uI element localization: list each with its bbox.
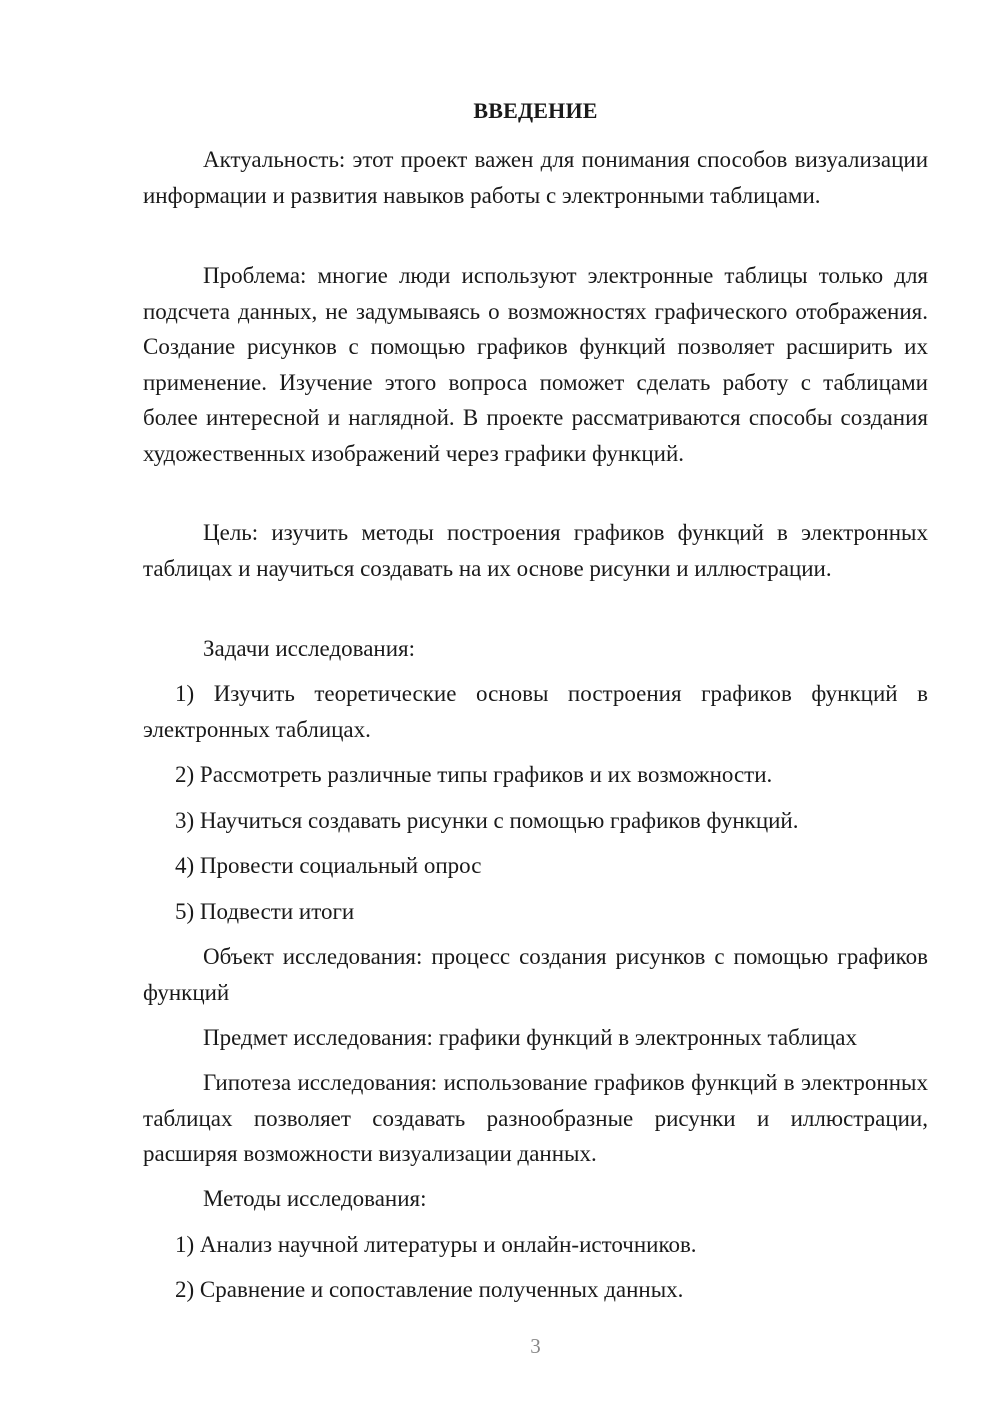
method-item-1: 1) Анализ научной литературы и онлайн-источников.	[175, 1232, 697, 1257]
task-item-1: 1) Изучить теоретические основы построения графиков функций в электронных таблицах.	[143, 681, 928, 742]
hypothesis-paragraph: Гипотеза исследования: использование графиков функций в электронных таблицах позволяет создавать разнообразные рисунки и иллюстрации, расширяя возможности визуализации данных.	[143, 1070, 928, 1166]
relevance-paragraph: Актуальность: этот проект важен для понимания способов визуализации информации и развития навыков работы с электронными таблицами.	[143, 147, 928, 208]
section-heading: ВВЕДЕНИЕ	[473, 98, 598, 123]
method-item-2: 2) Сравнение и сопоставление полученных данных.	[175, 1277, 684, 1302]
problem-paragraph: Проблема: многие люди используют электронные таблицы только для подсчета данных, не задумываясь о возможностях графического отображения. Создание рисунков с помощью графиков функций позволяет расширить их применение. Изучение этого вопроса поможет сделать работу с таблицами более интересной и наглядной. В проекте рассматриваются способы создания художественных изображений через графики функций.	[143, 263, 928, 466]
methods-heading: Методы исследования:	[203, 1186, 427, 1211]
task-item-4: 4) Провести социальный опрос	[175, 853, 482, 878]
task-item-3: 3) Научиться создавать рисунки с помощью графиков функций.	[175, 808, 799, 833]
task-item-5: 5) Подвести итоги	[175, 899, 355, 924]
object-paragraph: Объект исследования: процесс создания рисунков с помощью графиков функций	[143, 944, 928, 1005]
tasks-heading: Задачи исследования:	[203, 636, 416, 661]
page-number: 3	[530, 1334, 541, 1358]
task-item-2: 2) Рассмотреть различные типы графиков и их возможности.	[175, 762, 773, 787]
subject-paragraph: Предмет исследования: графики функций в электронных таблицах	[203, 1025, 858, 1050]
goal-paragraph: Цель: изучить методы построения графиков функций в электронных таблицах и научиться создавать на их основе рисунки и иллюстрации.	[143, 520, 928, 581]
